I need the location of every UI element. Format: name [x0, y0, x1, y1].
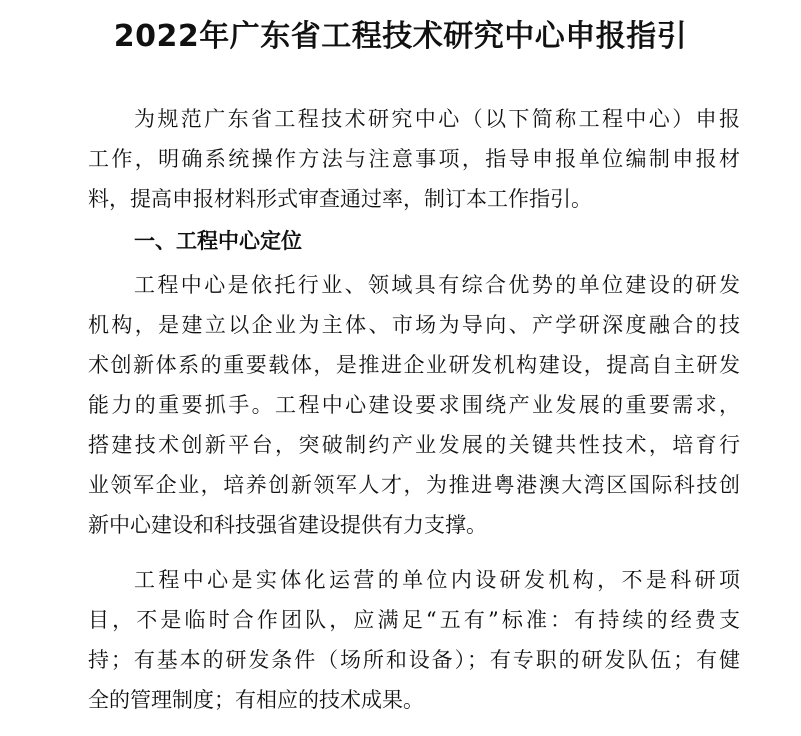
paragraph-line: 术创新体系的重要载体，是推进企业研发机构建设，提高自主研发 [88, 353, 740, 377]
document-title: 2022年广东省工程技术研究中心申报指引 [113, 19, 688, 54]
paragraph-line: 机构，是建立以企业为主体、市场为导向、产学研深度融合的技 [88, 313, 740, 337]
paragraph-line: 新中心建设和科技强省建设提供有力支撑。 [88, 513, 487, 537]
paragraph-line: 搭建技术创新平台，突破制约产业发展的关键共性技术，培育行 [88, 433, 740, 457]
intro-line: 工作，明确系统操作方法与注意事项，指导申报单位编制申报材 [88, 147, 740, 171]
paragraph-line: 工程中心是实体化运营的单位内设研发机构，不是科研项 [134, 568, 740, 592]
paragraph-line: 持；有基本的研发条件（场所和设备）；有专职的研发队伍；有健 [88, 648, 740, 672]
paragraph-line: 全的管理制度；有相应的技术成果。 [88, 688, 424, 712]
intro-line: 料，提高申报材料形式审查通过率，制订本工作指引。 [88, 187, 592, 211]
paragraph-line: 目，不是临时合作团队，应满足“五有”标准：有持续的经费支 [88, 608, 740, 632]
paragraph-line: 业领军企业，培养创新领军人才，为推进粤港澳大湾区国际科技创 [88, 473, 740, 497]
section-heading: 一、工程中心定位 [134, 229, 302, 253]
intro-line: 为规范广东省工程技术研究中心（以下简称工程中心）申报 [134, 107, 740, 131]
paragraph-line: 能力的重要抓手。工程中心建设要求围绕产业发展的重要需求， [88, 393, 740, 417]
paragraph-line: 工程中心是依托行业、领域具有综合优势的单位建设的研发 [134, 273, 740, 297]
